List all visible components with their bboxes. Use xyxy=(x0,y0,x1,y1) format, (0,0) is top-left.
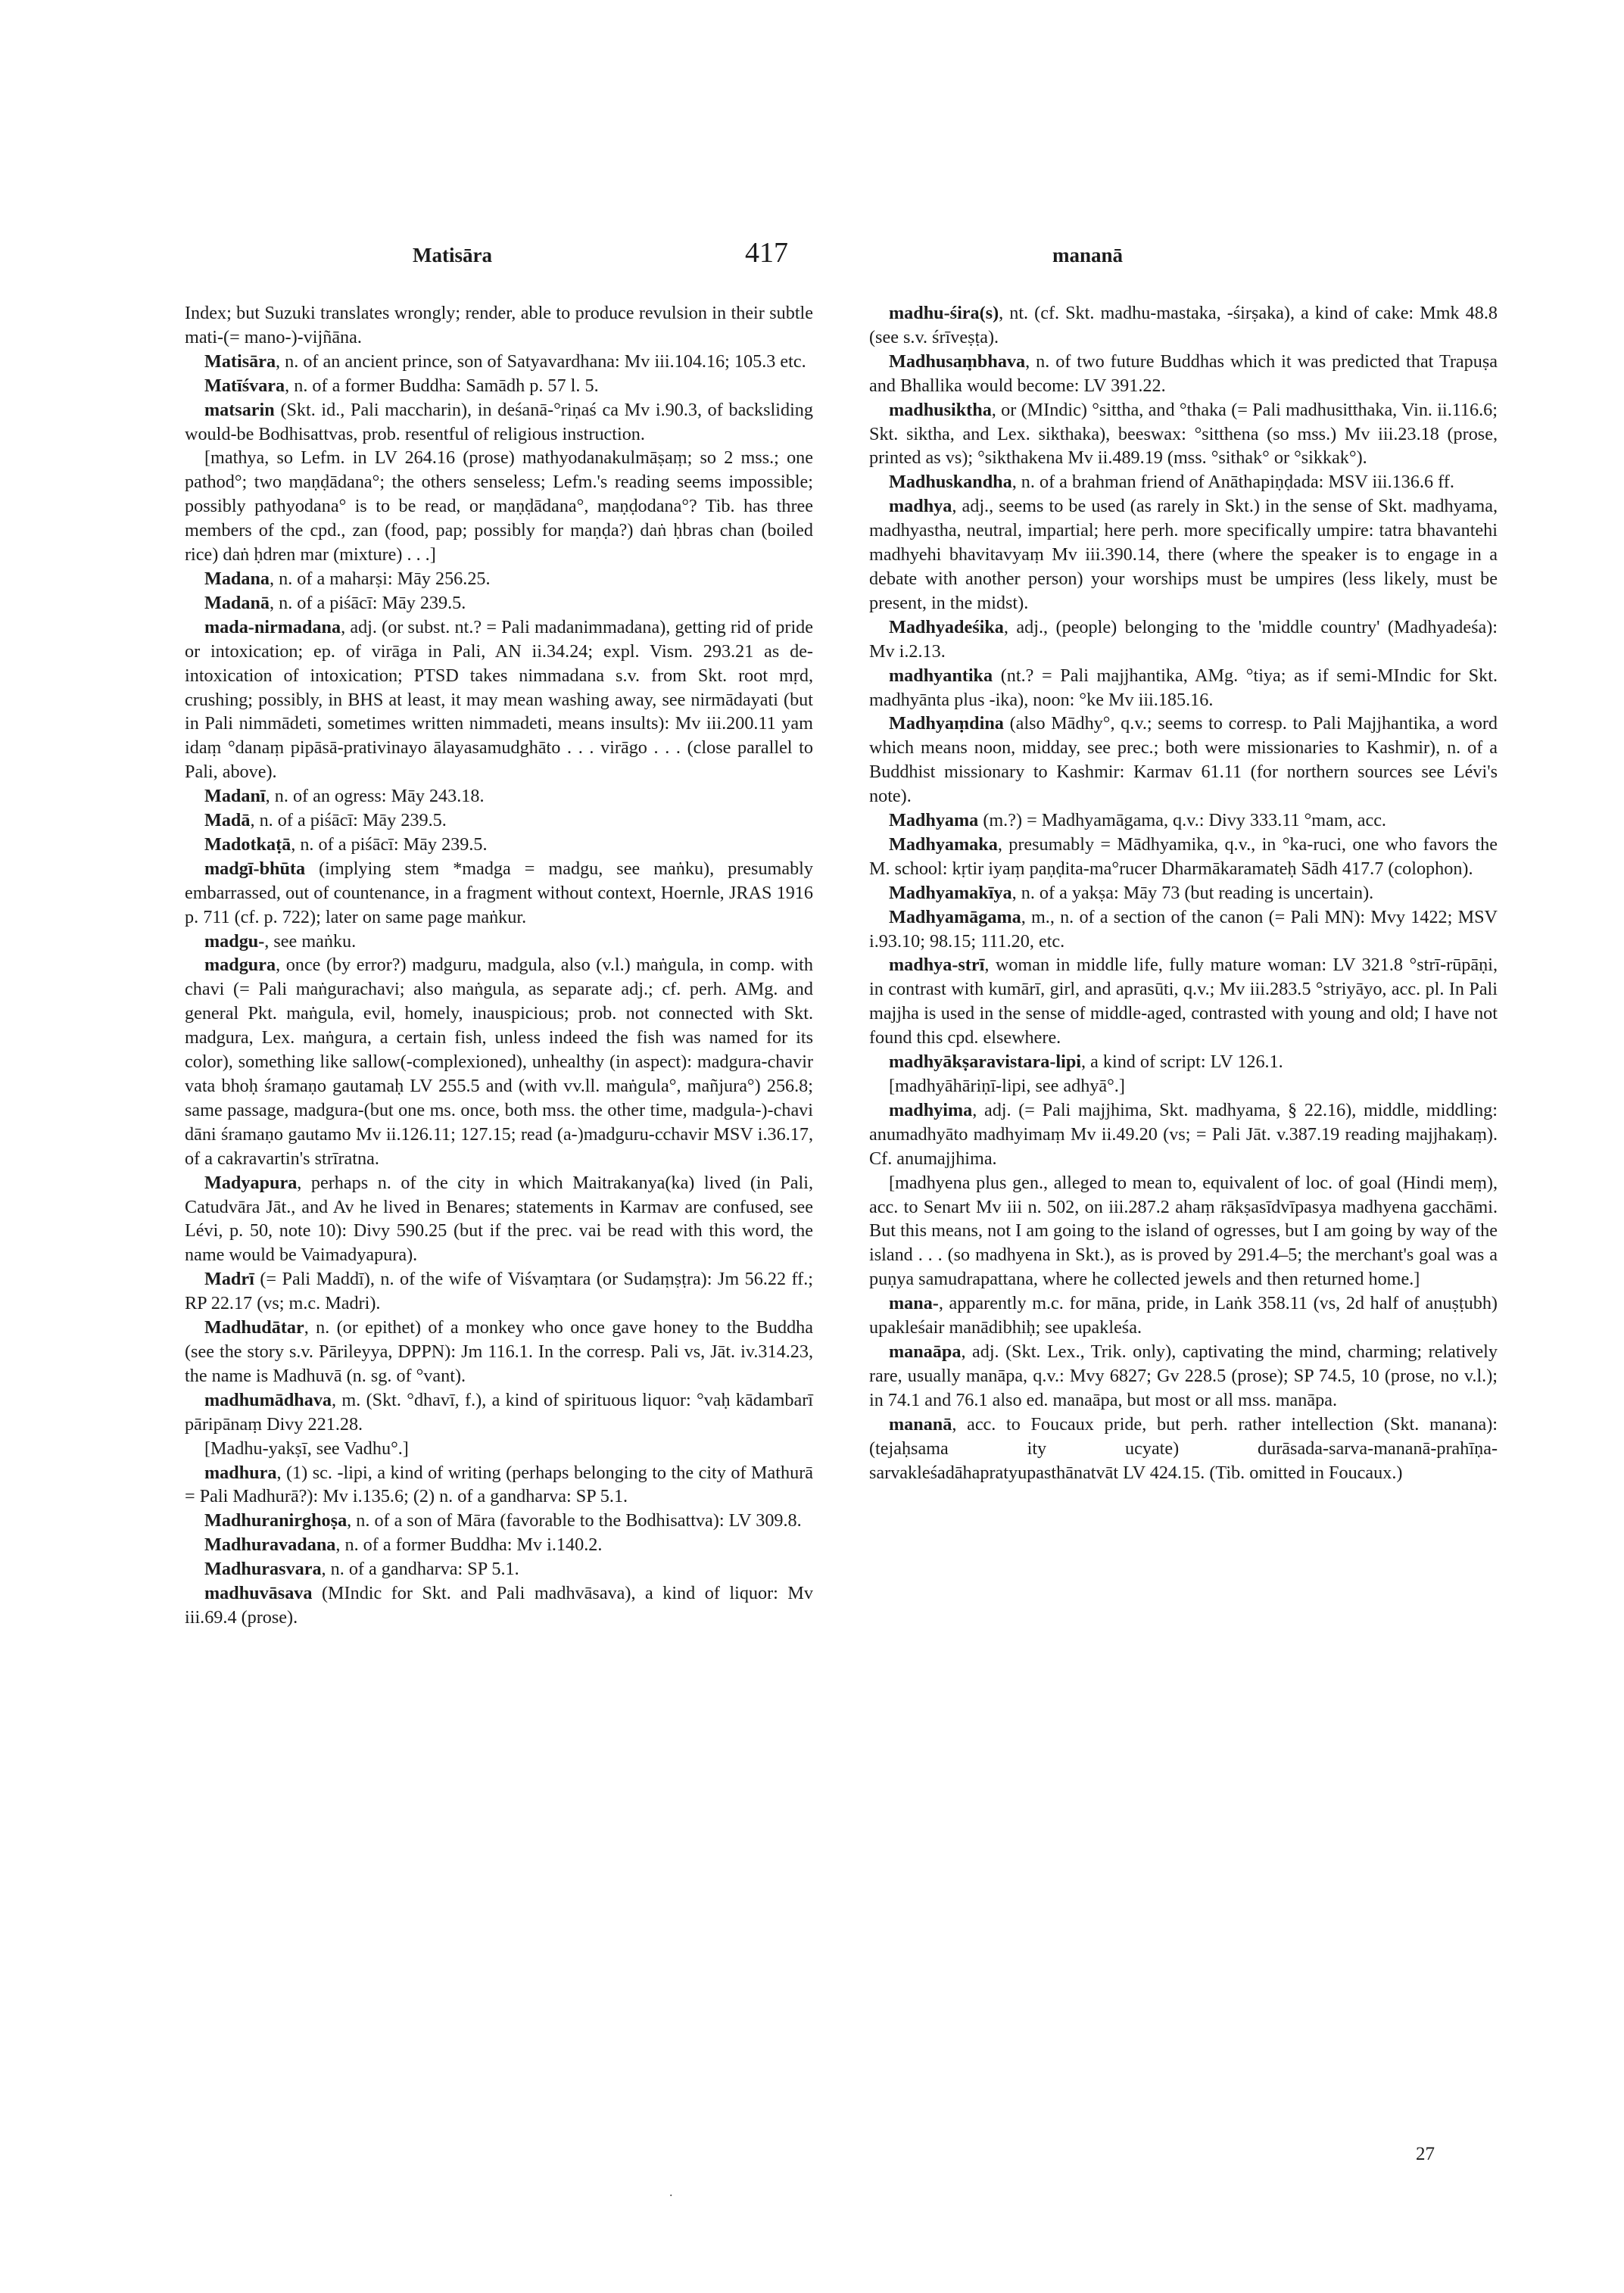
entry-body: (nt.? = Pali majjhantika, AMg. °tiya; as if semi-MIndic for Skt. madhyānta plus -ika), noon: °ke Mv iii.185.16. xyxy=(869,665,1498,710)
entry-headword: Madhurasvara xyxy=(204,1559,322,1580)
dictionary-entry xyxy=(869,1050,1498,1074)
dictionary-entry xyxy=(869,1098,1498,1171)
dictionary-entry xyxy=(185,930,813,954)
dictionary-entry xyxy=(869,881,1498,905)
dictionary-entry xyxy=(185,1171,813,1268)
entry-headword: Madrī xyxy=(204,1269,254,1290)
dictionary-entry xyxy=(185,808,813,833)
dictionary-entry xyxy=(869,398,1498,471)
entry-body: (Skt. id., Pali maccharin), in deśanā-°riṇaś ca Mv i.90.3, of backsliding would-be Bodhisattvas, prob. resentful of religious instruction. xyxy=(185,399,813,444)
entry-body: , (1) sc. -lipi, a kind of writing (perhaps belonging to the city of Mathurā = Pali Madhurā?): Mv i.135.6; (2) n. of a gandharva: SP 5.1. xyxy=(185,1462,813,1507)
entry-body: , n. of a piśācī: Māy 239.5. xyxy=(250,810,447,831)
dictionary-entry xyxy=(185,374,813,398)
entry-headword: Madanā xyxy=(204,592,270,613)
dictionary-entry xyxy=(185,567,813,591)
entry-headword: madhyima xyxy=(889,1099,973,1120)
entry-body: , nt. (cf. Skt. madhu-mastaka, -śirṣaka), a kind of cake: Mmk 48.8 (see s.v. śrīveṣṭa). xyxy=(869,303,1498,347)
dictionary-entry xyxy=(185,1581,813,1630)
dictionary-entry xyxy=(185,350,813,374)
entry-headword: madgī-bhūta xyxy=(204,858,306,879)
entry-body: , presumably = Mādhyamika, q.v., in °ka-ruci, one who favors the M. school: kṛtir iyaṃ paṇḍita-ma°rucer Dharmākaramateḥ Sādh 417.7 (colophon). xyxy=(869,833,1498,879)
entry-body: , n. of a piśācī: Māy 239.5. xyxy=(291,833,488,855)
dictionary-entry xyxy=(185,833,813,857)
entry-body: , or (MIndic) °sittha, and °thaka (= Pali madhusitthaka, Vin. ii.116.6; Skt. siktha, and Lex. sikthaka), beeswax: °sitthena (so mss.) Mv iii.23.18 (prose, printed as vs); °sikthakena Mv ii.489.19 (mss. °sithak° or °sikkak°). xyxy=(869,399,1498,469)
dictionary-entry xyxy=(185,301,813,350)
entry-headword: Madana xyxy=(204,568,270,589)
entry-headword: madgura xyxy=(204,955,276,976)
entry-body: , woman in middle life, fully mature woman: LV 321.8 °strī-rūpāṇi, in contrast with kumārī, girl, and aprasūti, q.v.; Mv iii.283.5 °striyāyo, acc. pl. In Pali majjha is used in the sense of middle-aged, contrasted with young and old; I have not found this cpd. elsewhere. xyxy=(869,955,1498,1048)
entry-body: , n. of a piśācī: Māy 239.5. xyxy=(270,592,466,613)
entry-body: , n. of a brahman friend of Anāthapiṇḍada: MSV iii.136.6 ff. xyxy=(1011,472,1454,493)
entry-headword: madhu-śira(s) xyxy=(889,303,999,323)
dictionary-entry xyxy=(185,1267,813,1316)
entry-body: , n. of a gandharva: SP 5.1. xyxy=(321,1559,519,1580)
entry-headword: mananā xyxy=(889,1413,952,1435)
dictionary-entry xyxy=(185,1509,813,1533)
signature-mark: 27 xyxy=(1416,2144,1435,2164)
dictionary-entry xyxy=(185,446,813,567)
dictionary-entry xyxy=(869,712,1498,808)
entry-body: (implying stem *madga = madgu, see maṅku), presumably embarrassed, out of countenance, in a fragment without context, Hoernle, JRAS 1916 p. 711 (cf. p. 722); later on same page maṅkur. xyxy=(185,858,813,927)
entry-body: , n. of an ogress: Māy 243.18. xyxy=(265,786,485,807)
entry-headword: madhura xyxy=(204,1462,277,1483)
dictionary-entry xyxy=(869,905,1498,954)
entry-headword: Matisāra xyxy=(204,350,276,372)
page-speck: . xyxy=(669,2184,673,2199)
entry-body: , n. of a yakṣa: Māy 73 (but reading is uncertain). xyxy=(1011,882,1374,903)
entry-body: [Madhu-yakṣī, see Vadhu°.] xyxy=(204,1438,409,1459)
right-column xyxy=(869,301,1498,1485)
entry-headword: Madanī xyxy=(204,786,266,807)
entry-body: (MIndic for Skt. and Pali madhvāsava), a kind of liquor: Mv iii.69.4 (prose). xyxy=(185,1583,813,1628)
entry-body: [madhyāhāriṇī-lipi, see adhyā°.] xyxy=(889,1076,1125,1096)
entry-body: , apparently m.c. for māna, pride, in Laṅk 358.11 (vs, 2d half of anuṣṭubh) upakleśair manādibhiḥ; see upakleśa. xyxy=(869,1293,1498,1338)
entry-body: , adj. (Skt. Lex., Trik. only), captivating the mind, charming; relatively rare, usually manāpa, q.v.: Mvy 6827; Gv 228.5 (prose); SP 74.5, 10 (prose, no v.l.); in 74.1 and 76.1 also ed. manaāpa, but most or all mss. manāpa. xyxy=(869,1341,1498,1410)
entry-body: , n. of a son of Māra (favorable to the Bodhisattva): LV 309.8. xyxy=(347,1510,802,1531)
entry-body: Index; but Suzuki translates wrongly; render, able to produce revulsion in their subtle mati-(= mano-)-vijñāna. xyxy=(185,303,813,347)
entry-headword: madhya xyxy=(889,496,952,517)
entry-headword: mada-nirmadana xyxy=(204,616,341,637)
entry-headword: Madhuskandha xyxy=(889,472,1012,493)
entry-headword: madhya-strī xyxy=(889,955,985,976)
entry-body: , n. of a maharṣi: Māy 256.25. xyxy=(270,568,491,589)
entry-body: , n. of a former Buddha: Mv i.140.2. xyxy=(335,1534,603,1556)
entry-body: [madhyena plus gen., alleged to mean to, equivalent of loc. of goal (Hindi meṃ), acc. to Senart Mv iii n. 502, on iii.287.2 ahaṃ rākṣasīdvīpasya madhyena gacchāmi. But this means, not I am going to the island of ogresses, but I am going by way of the island . . . (so madhyena in Skt.), as is proved by 291.4–5; the merchant's goal was a puṇya samudrapattana, where he collected jewels and then returned home.] xyxy=(869,1172,1498,1290)
dictionary-entry xyxy=(185,1461,813,1509)
entry-headword: madhusiktha xyxy=(889,399,992,420)
dictionary-entry xyxy=(185,1388,813,1437)
entry-body: , adj. (or subst. nt.? = Pali madanimmadana), getting rid of pride or intoxication; ep. of virāga in Pali, AN ii.34.24; expl. Vism. 293.21 as de-intoxication of intoxication; PTSD takes nimmadana s.v. from Skt. root mṛd, crushing; possibly, in BHS at least, it may mean washing away, see nirmādayati (but in Pali nimmādeti, sometimes written nimmadeti, means insults): Mv iii.200.11 yam idaṃ °danaṃ pipāsā-prativinayo ālayasamudghāto . . . virāgo . . . (close parallel to Pali, above). xyxy=(185,616,813,783)
dictionary-entry xyxy=(869,664,1498,712)
entry-headword: Madhyamāgama xyxy=(889,906,1021,927)
entry-body: , m. (Skt. °dhavī, f.), a kind of spirituous liquor: °vaḥ kādambarī pāripānaṃ Divy 221.28. xyxy=(185,1389,813,1435)
entry-body: , once (by error?) madguru, madgula, also (v.l.) maṅgula, in comp. with chavi (= Pali maṅgurachavi; also maṅgula, as separate adj.; cf. perh. AMg. and general Pkt. maṅgula, evil, homely, inauspicious; prob. not connected with Skt. madgura, Lex. maṅgura, a certain fish, unless indeed the fish was named for its color), something like sallow(-complexioned), unhealthy (in aspect): madgura-chavir vata bhoḥ śramaṇo gautamaḥ LV 255.5 and (with vv.ll. maṅgula°, mañjura°) 256.8; same passage, madgura-(but one ms. once, both mss. the other time, madgula-)-chavi dāni śramaṇo gautamo Mv ii.126.11; 127.15; read (a-)madguru-cchavir MSV i.36.17, of a cakravartin's strīratna. xyxy=(185,955,813,1169)
entry-headword: Madhyamaka xyxy=(889,833,998,855)
entry-headword: Madhudātar xyxy=(204,1317,304,1338)
entry-headword: Madhyaṃdina xyxy=(889,713,1004,734)
entry-headword: madgu- xyxy=(204,930,265,952)
dictionary-entry xyxy=(869,1074,1498,1098)
dictionary-entry xyxy=(869,301,1498,350)
entry-headword: Madhuranirghoṣa xyxy=(204,1510,348,1531)
dictionary-entry xyxy=(869,1291,1498,1340)
dictionary-entry xyxy=(185,1316,813,1388)
entry-headword: manaāpa xyxy=(889,1341,962,1362)
entry-body: [mathya, so Lefm. in LV 264.16 (prose) mathyodanakulmāṣaṃ; so 2 mss.; one pathod°; two maṇḍādana°; the others senseless; Lefm.'s reading seems impossible; possibly pathyodana° is to be read, or maṇḍādana°, maṇḍodana°? Tib. has three members of the cpd., zan (food, pap; possibly for maṇḍa?) daṅ ḥbras chan (boiled rice) daṅ ḥdren mar (mixture) . . .] xyxy=(185,447,813,565)
entry-headword: madhuvāsava xyxy=(204,1583,313,1604)
entry-body: , n. (or epithet) of a monkey who once gave honey to the Buddha (see the story s.v. Pārileyya, DPPN): Jm 116.1. In the corresp. Pali vs, Jāt. iv.314.23, the name is Madhuvā (n. sg. of °vant). xyxy=(185,1317,813,1386)
dictionary-entry xyxy=(185,784,813,808)
entry-headword: Madhyama xyxy=(889,810,979,831)
dictionary-entry xyxy=(869,808,1498,833)
entry-body: , n. of an ancient prince, son of Satyavardhana: Mv iii.104.16; 105.3 etc. xyxy=(276,350,806,372)
entry-headword: madhumādhava xyxy=(204,1389,332,1410)
entry-headword: Madhyadeśika xyxy=(889,616,1004,637)
entry-headword: madhyākṣaravistara-lipi xyxy=(889,1051,1081,1073)
entry-headword: madhyantika xyxy=(889,665,993,686)
entry-body: , perhaps n. of the city in which Maitrakanya(ka) lived (in Pali, Catudvāra Jāt., and Av he lived in Benares; statements in Karmav are confused, see Lévi, p. 50, note 10): Divy 590.25 (but if the prec. vai be read with this word, the name would be Vaimadyapura). xyxy=(185,1172,813,1266)
entry-headword: Madhuravadana xyxy=(204,1534,336,1556)
entry-headword: Madā xyxy=(204,810,251,831)
dictionary-entry xyxy=(869,470,1498,494)
dictionary-entry xyxy=(869,494,1498,615)
entry-body: , m., n. of a section of the canon (= Pali MN): Mvy 1422; MSV i.93.10; 98.15; 111.20, etc. xyxy=(869,906,1498,952)
entry-headword: Madyapura xyxy=(204,1172,298,1193)
dictionary-entry xyxy=(869,1413,1498,1485)
page-header xyxy=(0,236,1624,282)
entry-body: (also Mādhy°, q.v.; seems to corresp. to Pali Majjhantika, a word which means noon, midday, see prec.; both were missionaries to Kashmir), n. of a Buddhist missionary to Kashmir: Karmav 61.11 (for northern sources see Lévi's note). xyxy=(869,713,1498,807)
left-column xyxy=(185,301,813,1630)
dictionary-entry xyxy=(185,857,813,930)
dictionary-entry xyxy=(869,833,1498,881)
dictionary-entry xyxy=(185,615,813,784)
entry-headword: Madhusaṃbhava xyxy=(889,350,1026,372)
entry-headword: Madhyamakīya xyxy=(889,882,1012,903)
entry-body: , adj., (people) belonging to the 'middle country' (Madhyadeśa): Mv i.2.13. xyxy=(869,616,1498,662)
entry-body: , adj., seems to be used (as rarely in Skt.) in the sense of Skt. madhyama, madhyastha, neutral, impartial; here perh. more specifically umpire: tatra bhavantehi madhyehi bhavitavyaṃ Mv iii.390.14, there (where the speaker is to engage in a debate with another person) your worships must be umpires (less likely, must be present, in the midst). xyxy=(869,496,1498,613)
entry-body: (= Pali Maddī), n. of the wife of Viśvaṃtara (or Sudaṃṣṭra): Jm 56.22 ff.; RP 22.17 (vs; m.c. Madri). xyxy=(185,1269,813,1314)
dictionary-entry xyxy=(869,1340,1498,1413)
dictionary-entry xyxy=(185,953,813,1170)
entry-headword: Madotkaṭā xyxy=(204,833,291,855)
dictionary-entry xyxy=(869,350,1498,398)
page-number: 417 xyxy=(745,237,788,269)
entry-headword: mana- xyxy=(889,1293,939,1314)
entry-body: , see maṅku. xyxy=(264,930,357,952)
dictionary-entry xyxy=(185,1533,813,1557)
header-right-guideword: mananā xyxy=(1052,244,1124,266)
dictionary-entry xyxy=(869,953,1498,1050)
dictionary-entry xyxy=(185,1557,813,1581)
entry-body: , n. of a former Buddha: Samādh p. 57 l. 5. xyxy=(285,375,599,396)
dictionary-entry xyxy=(185,398,813,447)
header-left-guideword: Matisāra xyxy=(413,244,492,266)
entry-body: , acc. to Foucaux pride, but perh. rather intellection (Skt. manana): (tejaḥsama ity ucyate) durāsada-sarva-mananā-prahīṇa-sarvakleśadāhapratyupasthānatvāt LV 424.15. (Tib. omitted in Foucaux.) xyxy=(869,1413,1498,1483)
entry-body: (m.?) = Madhyamāgama, q.v.: Divy 333.11 °mam, acc. xyxy=(978,810,1386,831)
entry-headword: Matīśvara xyxy=(204,375,285,396)
dictionary-entry xyxy=(869,615,1498,664)
entry-body: , a kind of script: LV 126.1. xyxy=(1081,1051,1283,1073)
entry-body: , adj. (= Pali majjhima, Skt. madhyama, § 22.16), middle, middling: anumadhyāto madhyimaṃ Mv ii.49.20 (vs; = Pali Jāt. v.387.19 reading majjhakaṃ). Cf. anumajjhima. xyxy=(869,1099,1498,1169)
dictionary-entry xyxy=(869,1171,1498,1292)
entry-headword: matsarin xyxy=(204,399,275,420)
entry-body: , n. of two future Buddhas which it was predicted that Trapuṣa and Bhallika would become: LV 391.22. xyxy=(869,350,1498,396)
dictionary-entry xyxy=(185,1437,813,1461)
dictionary-entry xyxy=(185,591,813,615)
